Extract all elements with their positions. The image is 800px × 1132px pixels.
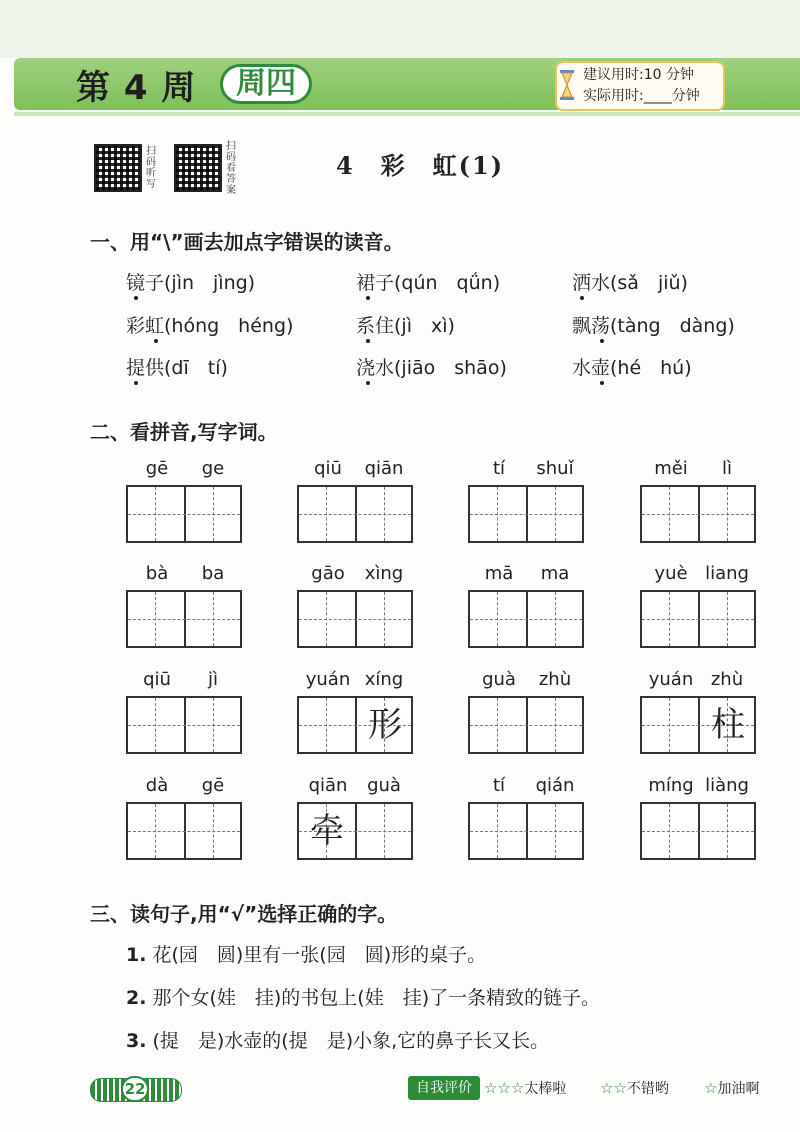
prefilled-char-1 [642, 698, 698, 752]
sentence-text[interactable]: 那个女(娃 挂)的书包上(娃 挂)了一条精致的链子。 [152, 987, 601, 1009]
page-number: 22 [121, 1076, 149, 1102]
pinyin-2: lì [721, 458, 732, 479]
pinyin-row [468, 563, 584, 589]
char-box[interactable] [126, 696, 242, 754]
pinyin-1: yuè [654, 563, 688, 584]
emphasis-dot [366, 296, 370, 300]
star-icon: ☆ [704, 1079, 718, 1097]
prefilled-char-1 [470, 487, 526, 541]
sentence-item [126, 983, 600, 1010]
star-icon: ☆ [484, 1079, 498, 1097]
emphasis-dot [366, 381, 370, 385]
prefilled-char-2 [357, 592, 413, 646]
pinyin-row [640, 458, 756, 484]
pinyin-2: liàng [705, 775, 749, 796]
char-box[interactable] [297, 590, 413, 648]
prefilled-char-2 [700, 487, 756, 541]
prefilled-char-2 [700, 592, 756, 646]
pinyin-row [126, 563, 242, 589]
rating-good[interactable] [600, 1078, 669, 1098]
word-group [468, 669, 584, 755]
pinyin-row [297, 669, 413, 695]
pinyin-1: qiān [308, 775, 348, 796]
pinyin-1: bà [145, 563, 169, 584]
word-group [297, 458, 413, 544]
pinyin-row [468, 669, 584, 695]
pinyin-1: guà [482, 669, 516, 690]
word-group [640, 563, 756, 649]
prefilled-char-1 [299, 592, 355, 646]
pinyin-2: qián [535, 775, 575, 796]
rating-great[interactable] [484, 1078, 566, 1098]
word-group [468, 775, 584, 861]
section1-title: 一、用“\”画去加点字错误的读音。 [90, 230, 404, 254]
pinyin-2: gē [201, 775, 225, 796]
list-item: 系住(jì xì) [356, 315, 455, 337]
char-box[interactable] [468, 802, 584, 860]
char-box[interactable] [297, 802, 413, 860]
suggested-time: 建议用时:10 分钟 [583, 67, 694, 83]
pinyin-1: qiū [314, 458, 342, 479]
char-box[interactable] [640, 696, 756, 754]
pinyin-2: qiān [364, 458, 404, 479]
pinyin-row [640, 669, 756, 695]
word-group [468, 563, 584, 649]
pinyin-1: dà [145, 775, 169, 796]
list-item: 裙子(qún qǘn) [356, 272, 501, 294]
emphasis-dot [134, 296, 138, 300]
prefilled-char-1 [128, 698, 184, 752]
qr-code-dictation[interactable] [94, 144, 142, 192]
word-group [640, 458, 756, 544]
pinyin-1: mā [484, 563, 514, 584]
pinyin-1: tí [492, 775, 506, 796]
word-group [640, 669, 756, 755]
lesson-title: 4 彩 虹(1) [335, 151, 505, 180]
pinyin-2: shuǐ [536, 458, 574, 479]
self-eval-label: 自我评价 [408, 1076, 480, 1100]
sentence-item [126, 940, 486, 967]
pinyin-1: gāo [311, 563, 345, 584]
prefilled-char-1 [128, 592, 184, 646]
emphasis-dot [154, 339, 158, 343]
pinyin-row [640, 775, 756, 801]
emphasis-dot [600, 381, 604, 385]
prefilled-char-2 [186, 592, 242, 646]
week-label: 第 4 周 [76, 68, 197, 108]
rating-try-label: 加油啊 [717, 1081, 760, 1097]
char-box[interactable] [468, 590, 584, 648]
day-label: 周四 [220, 64, 312, 104]
rating-great-label: 太棒啦 [524, 1081, 567, 1097]
char-box[interactable] [468, 485, 584, 543]
list-item: 提供(dī tí) [126, 357, 228, 379]
star-icon: ☆ [510, 1079, 525, 1097]
star-icon: ☆ [600, 1079, 614, 1097]
char-box[interactable] [468, 696, 584, 754]
emphasis-dot [580, 296, 584, 300]
word-group [297, 775, 413, 861]
qr-caption-answers: 扫码看答案 [226, 141, 236, 196]
emphasis-dot [366, 339, 370, 343]
prefilled-char-1 [642, 592, 698, 646]
prefilled-char-1 [128, 804, 184, 858]
prefilled-char-2 [186, 487, 242, 541]
prefilled-char-2 [186, 698, 242, 752]
prefilled-char-2 [528, 487, 584, 541]
pinyin-1: yuán [305, 669, 351, 690]
char-box[interactable] [126, 590, 242, 648]
pinyin-2: xìng [364, 563, 404, 584]
prefilled-char-1 [128, 487, 184, 541]
pinyin-2: zhù [538, 669, 572, 690]
prefilled-char-2 [528, 804, 584, 858]
list-item: 洒水(sǎ jiǔ) [572, 272, 688, 294]
word-group [126, 669, 242, 755]
list-item: 彩虹(hóng héng) [126, 315, 294, 337]
list-item: 水壶(hé hú) [572, 357, 692, 379]
rating-try[interactable] [704, 1078, 759, 1098]
pinyin-row [640, 563, 756, 589]
pinyin-row [126, 669, 242, 695]
emphasis-dot [134, 381, 138, 385]
prefilled-char-1 [642, 487, 698, 541]
list-item: 飘荡(tàng dàng) [572, 315, 735, 337]
top-strip [0, 0, 800, 58]
emphasis-dot [600, 339, 604, 343]
star-icon: ☆ [613, 1079, 627, 1097]
prefilled-char-2 [357, 804, 413, 858]
hourglass-icon [560, 70, 574, 100]
pinyin-row [126, 775, 242, 801]
pinyin-1: yuán [648, 669, 694, 690]
sentence-number: 3. [126, 1030, 147, 1052]
prefilled-char-1 [642, 804, 698, 858]
pinyin-row [297, 775, 413, 801]
prefilled-char-2 [186, 804, 242, 858]
prefilled-char-1 [470, 592, 526, 646]
pinyin-2: jì [207, 669, 218, 690]
pinyin-2: zhù [710, 669, 744, 690]
pinyin-row [468, 458, 584, 484]
pinyin-1: měi [654, 458, 688, 479]
section3-title: 三、读句子,用“√”选择正确的字。 [90, 902, 398, 926]
list-item: 镜子(jìn jìng) [126, 272, 256, 294]
pinyin-row [297, 563, 413, 589]
char-box[interactable] [640, 485, 756, 543]
prefilled-char-2 [357, 487, 413, 541]
prefilled-char-1 [470, 804, 526, 858]
char-box[interactable] [640, 590, 756, 648]
section2-title: 二、看拼音,写字词。 [90, 420, 278, 444]
actual-time: 实际用时:____分钟 [583, 88, 700, 104]
pinyin-1: míng [648, 775, 694, 796]
word-group [297, 563, 413, 649]
char-box[interactable] [126, 485, 242, 543]
word-group [126, 775, 242, 861]
word-group [640, 775, 756, 861]
star-icon: ☆ [497, 1079, 511, 1097]
rating-good-label: 不错哟 [626, 1081, 669, 1097]
sentence-item [126, 1026, 549, 1053]
qr-code-answers[interactable] [174, 144, 222, 192]
prefilled-char-2 [528, 592, 584, 646]
pinyin-2: xíng [364, 669, 404, 690]
sentence-text[interactable]: 花(园 圆)里有一张(园 圆)形的桌子。 [152, 944, 487, 966]
sentence-text[interactable]: (提 是)水壶的(提 是)小象,它的鼻子长又长。 [152, 1030, 550, 1052]
prefilled-char-1 [470, 698, 526, 752]
word-group [297, 669, 413, 755]
char-box[interactable] [297, 485, 413, 543]
prefilled-char-1 [299, 487, 355, 541]
char-box[interactable] [640, 802, 756, 860]
char-box[interactable] [297, 696, 413, 754]
prefilled-char-2 [528, 698, 584, 752]
prefilled-char-2 [700, 804, 756, 858]
sentence-number: 2. [126, 987, 147, 1009]
prefilled-char-1: 牵 [310, 811, 344, 851]
word-group [126, 563, 242, 649]
pinyin-row [468, 775, 584, 801]
pinyin-2: guà [367, 775, 401, 796]
sentence-number: 1. [126, 944, 147, 966]
pinyin-2: ma [540, 563, 570, 584]
pinyin-2: ba [201, 563, 225, 584]
word-group [468, 458, 584, 544]
word-group [126, 458, 242, 544]
prefilled-char-1 [299, 698, 355, 752]
char-box[interactable] [126, 802, 242, 860]
pinyin-1: qiū [143, 669, 171, 690]
pinyin-row [126, 458, 242, 484]
prefilled-char-2: 柱 [711, 705, 745, 745]
pinyin-row [297, 458, 413, 484]
qr-caption-dictation: 扫码听写 [146, 146, 156, 190]
pinyin-2: ge [201, 458, 225, 479]
prefilled-char-2: 形 [368, 705, 402, 745]
pinyin-1: gē [145, 458, 169, 479]
banner-underline [14, 112, 800, 116]
list-item: 浇水(jiāo shāo) [356, 357, 507, 379]
time-box [555, 61, 725, 111]
pinyin-2: liang [705, 563, 749, 584]
pinyin-1: tí [492, 458, 506, 479]
